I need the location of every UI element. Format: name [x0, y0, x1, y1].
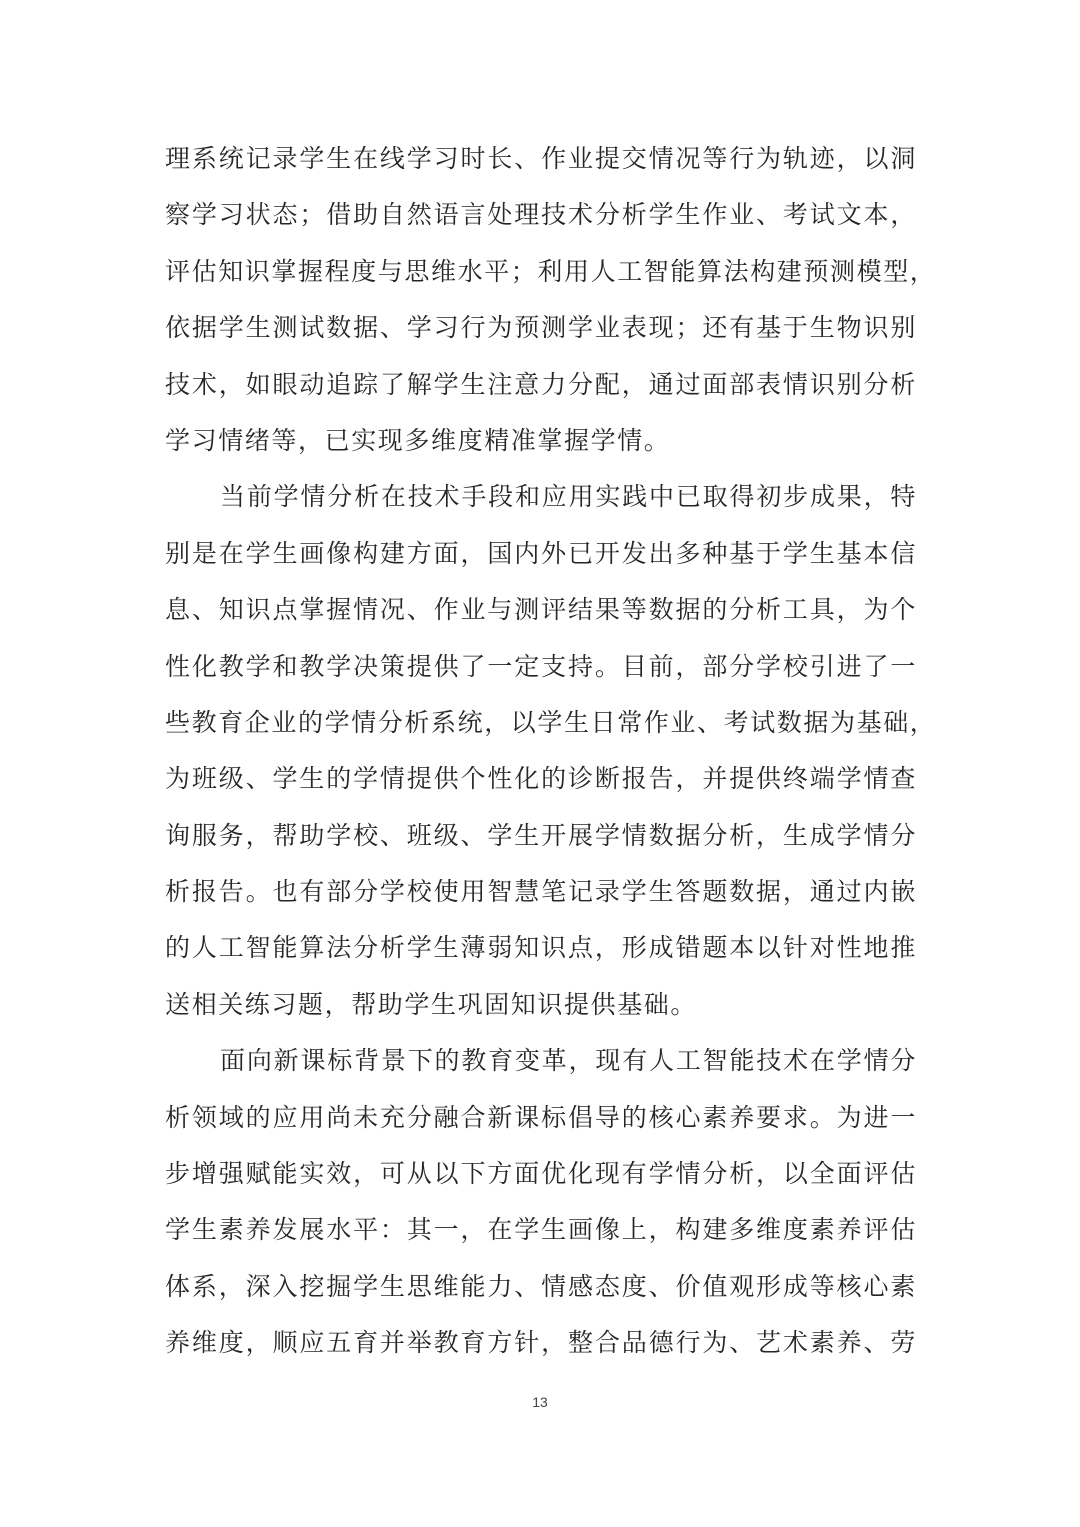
text-line: 学生素养发展水平：其一，在学生画像上，构建多维度素养评估 — [165, 1215, 917, 1245]
text-line: 评估知识掌握程度与思维水平；利用人工智能算法构建预测模型， — [165, 256, 937, 286]
text-line: 为班级、学生的学情提供个性化的诊断报告，并提供终端学情查 — [165, 764, 917, 794]
text-line: 当前学情分析在技术手段和应用实践中已取得初步成果，特 — [220, 482, 917, 512]
text-line: 别是在学生画像构建方面，国内外已开发出多种基于学生基本信 — [165, 538, 917, 568]
text-line: 学习情绪等，已实现多维度精准掌握学情。 — [165, 425, 671, 455]
text-line: 询服务，帮助学校、班级、学生开展学情数据分析，生成学情分 — [165, 820, 917, 850]
text-line: 送相关练习题，帮助学生巩固知识提供基础。 — [165, 989, 698, 1019]
text-line: 体系，深入挖掘学生思维能力、情感态度、价值观形成等核心素 — [165, 1271, 917, 1301]
text-line: 性化教学和教学决策提供了一定支持。目前，部分学校引进了一 — [165, 651, 917, 681]
text-line: 析报告。也有部分学校使用智慧笔记录学生答题数据，通过内嵌 — [165, 877, 917, 907]
page-number: 13 — [532, 1394, 548, 1410]
text-line: 息、知识点掌握情况、作业与测评结果等数据的分析工具，为个 — [165, 595, 917, 625]
text-line: 依据学生测试数据、学习行为预测学业表现；还有基于生物识别 — [165, 313, 917, 343]
body-text — [165, 131, 937, 1372]
text-line: 技术，如眼动追踪了解学生注意力分配，通过面部表情识别分析 — [165, 369, 917, 399]
text-line: 面向新课标背景下的教育变革，现有人工智能技术在学情分 — [220, 1046, 917, 1076]
text-line: 析领域的应用尚未充分融合新课标倡导的核心素养要求。为进一 — [165, 1102, 917, 1132]
text-line: 养维度，顺应五育并举教育方针，整合品德行为、艺术素养、劳 — [165, 1328, 917, 1358]
text-line: 的人工智能算法分析学生薄弱知识点，形成错题本以针对性地推 — [165, 933, 917, 963]
text-line: 些教育企业的学情分析系统，以学生日常作业、考试数据为基础， — [165, 707, 937, 737]
text-line: 察学习状态；借助自然语言处理技术分析学生作业、考试文本， — [165, 200, 917, 230]
text-line: 步增强赋能实效，可从以下方面优化现有学情分析，以全面评估 — [165, 1159, 917, 1189]
text-line: 理系统记录学生在线学习时长、作业提交情况等行为轨迹，以洞 — [165, 144, 917, 173]
